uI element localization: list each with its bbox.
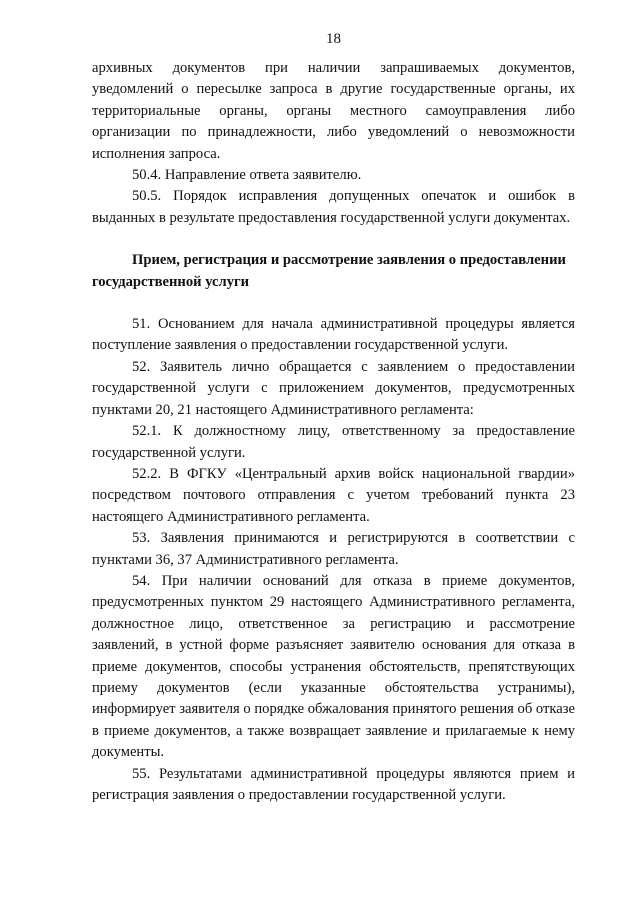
- paragraph-52: 52. Заявитель лично обращается с заявлением о предоставлении государственной услуги с приложением документов, предусмотренных пунктами 20, 21 настоящего Административного регламента:: [92, 358, 575, 418]
- paragraph-50-5: 50.5. Порядок исправления допущенных опечаток и ошибок в выданных в результате предоставления государственной услуги документах.: [92, 188, 575, 226]
- paragraph-53: 53. Заявления принимаются и регистрируются в соответствии с пунктами 36, 37 Административного регламента.: [92, 530, 575, 568]
- document-body: [92, 58, 575, 806]
- document-page: [92, 0, 575, 905]
- paragraph-51: 51. Основанием для начала административной процедуры является поступление заявления о предоставлении государственной услуги.: [92, 316, 575, 354]
- paragraph-52-1: 52.1. К должностному лицу, ответственному за предоставление государственной услуги.: [92, 423, 575, 461]
- paragraph-55: 55. Результатами административной процедуры являются прием и регистрация заявления о предоставлении государственной услуги.: [92, 765, 575, 803]
- paragraph-52-2: 52.2. В ФГКУ «Центральный архив войск национальной гвардии» посредством почтового отправления с учетом требований пункта 23 настоящего Административного регламента.: [92, 465, 575, 525]
- paragraph-continuation: архивных документов при наличии запрашиваемых документов, уведомлений о пересылке запроса в другие государственные органы, их территориальные органы, органы местного самоуправления либо организации по принадлежности, либо уведомлений о невозможности исполнения запроса.: [92, 60, 575, 162]
- page-number: 18: [326, 31, 341, 47]
- paragraph-54: 54. При наличии оснований для отказа в приеме документов, предусмотренных пунктом 29 настоящего Административного регламента, должностное лицо, ответственное за регистрацию и рассмотрение заявлений, в устной форме разъясняет заявителю основания для отказа в приеме документов, способы устранения обстоятельств, препятствующих приему документов (если указанные обстоятельства устранимы), информирует заявителя о порядке обжалования принятого решения об отказе в приеме документов, а также возвращает заявление и прилагаемые к нему документы.: [92, 572, 575, 761]
- paragraph-50-4: 50.4. Направление ответа заявителю.: [132, 167, 362, 184]
- section-heading: Прием, регистрация и рассмотрение заявления о предоставлении государственной услуги: [92, 252, 566, 290]
